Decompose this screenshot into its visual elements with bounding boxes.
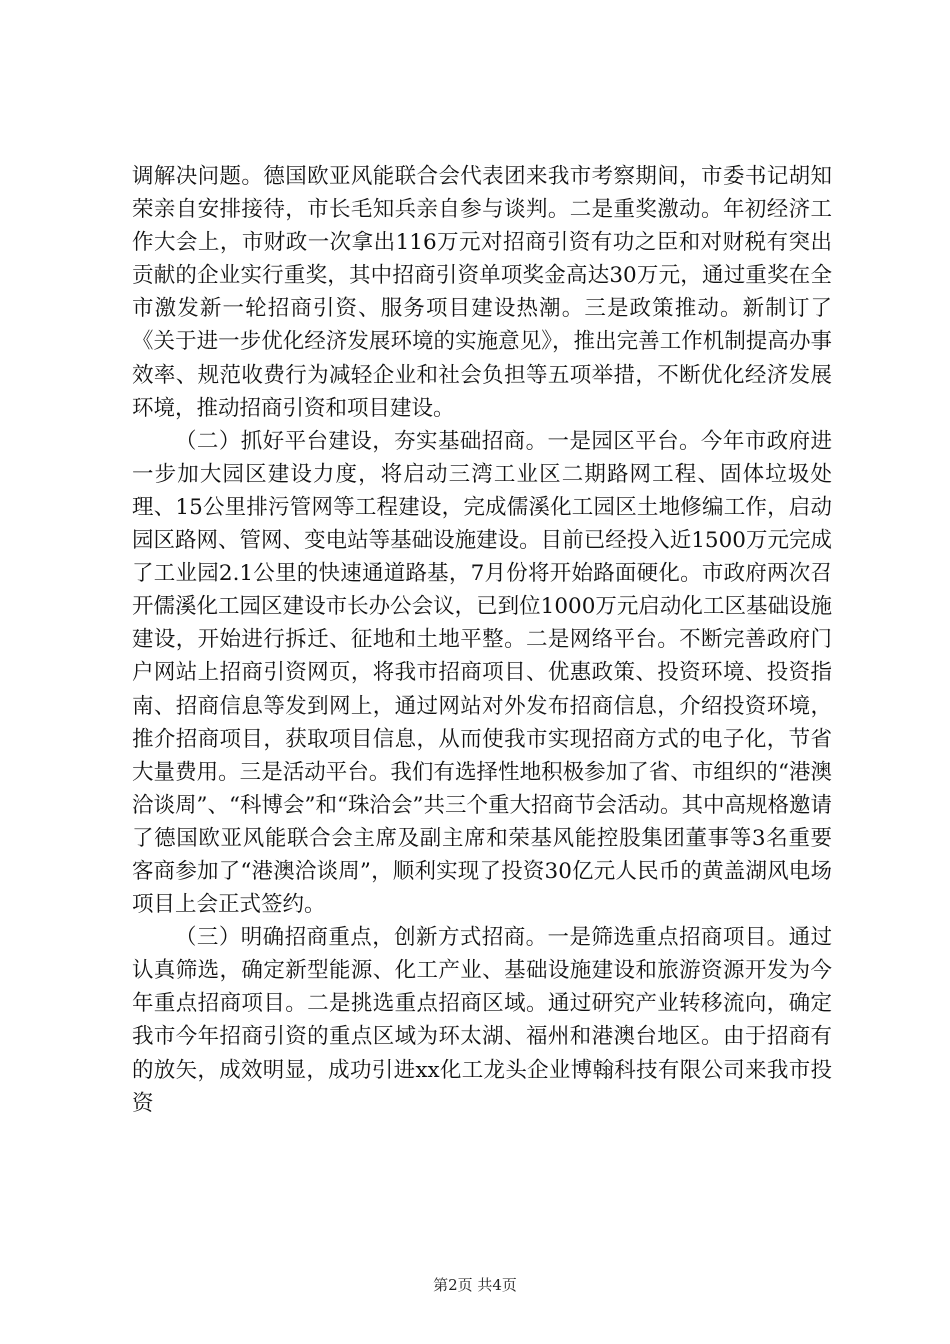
paragraph-continuation: 调解决问题。德国欧亚风能联合会代表团来我市考察期间，市委书记胡知荣亲自安排接待，市长毛知兵亲自参与谈判。二是重奖激动。年初经济工作大会上，市财政一次拿出116万元对招商引资有功之臣和对财税有突出贡献的企业实行重奖，其中招商引资单项奖金高达30万元，通过重奖在全市激发新一轮招商引资、服务项目建设热潮。三是政策推动。新制订了《关于进一步优化经济发展环境的实施意见》，推出完善工作机制提高办事效率、规范收费行为减轻企业和社会负担等五项举措，不断优化经济发展环境，推动招商引资和项目建设。 (132, 164, 832, 421)
paragraph-investment-focus: （三）明确招商重点，创新方式招商。一是筛选重点招商项目。通过认真筛选，确定新型能源、化工产业、基础设施建设和旅游资源开发为今年重点招商项目。二是挑选重点招商区域。通过研究产业转移流向，确定我市今年招商引资的重点区域为环太湖、福州和港澳台地区。由于招商有的放矢，成效明显，成功引进xx化工龙头企业博翰科技有限公司来我市投资 (132, 925, 832, 1116)
document-body (132, 160, 832, 1120)
paragraph-platform-building: （二）抓好平台建设，夯实基础招商。一是园区平台。今年市政府进一步加大园区建设力度，将启动三湾工业区二期路网工程、固体垃圾处理、15公里排污管网等工程建设，完成儒溪化工园区土地修编工作，启动园区路网、管网、变电站等基础设施建设。目前已经投入近1500万元完成了工业园2.1公里的快速通道路基，7月份将开始路面硬化。市政府两次召开儒溪化工园区建设市长办公会议，已到位1000万元启动化工区基础设施建设，开始进行拆迁、征地和土地平整。二是网络平台。不断完善政府门户网站上招商引资网页，将我市招商项目、优惠政策、投资环境、投资指南、招商信息等发到网上，通过网站对外发布招商信息，介绍投资环境，推介招商项目，获取项目信息，从而使我市实现招商方式的电子化，节省大量费用。三是活动平台。我们有选择性地积极参加了省、市组织的“港澳洽谈周”、“科博会”和“珠洽会”共三个重大招商节会活动。其中高规格邀请了德国欧亚风能联合会主席及副主席和荣基风能控股集团董事等3名重要客商参加了“港澳洽谈周”，顺利实现了投资30亿元人民币的黄盖湖风电场项目上会正式签约。 (132, 428, 832, 918)
page-footer: 第2页 共4页 (433, 1276, 517, 1294)
